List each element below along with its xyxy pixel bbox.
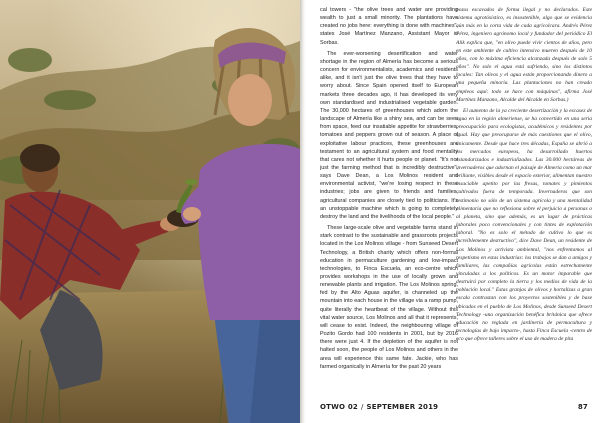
article-column-spanish (456, 6, 592, 398)
footer-separator: / (360, 403, 364, 411)
paragraph: cal towers - "the olive trees and water are providing wealth to just a small minority. The plantations have created no jobs here: everything is done with machines", states José Martínez Manzano, Assistant Mayor in Sorbas. (320, 7, 458, 46)
paragraph: These large-scale olive and vegetable farms stand in stark contrast to the sustainable and grassroots projects located in the Los Molinos village - from Sunseed Desert Technology, a British charity which offers non-formal education in permaculture gardening and low-impact technologies, to Finca Escuela, an eco-centre which provides workshops in the use of locally grown and renewable plants and irrigation. The Los Molinos spring, fed by the Alto Aguas aquifer, is channeled up the mountain into each house in the village via a ramp pump, quite literally the heartbeat of the village. Without this vital water source, Los Molinos and all that it represents, will cease to exist. Indeed, the neighbouring village of Pozito Gordo had 100 residents in 2001, but by 2016 there were just 4. If the depletion of the aquifer is not halted soon, the people of Los Molinos and others in the area will experience this same fate. Jackie, who has farmed organically in Almería for the past 20 years (320, 225, 458, 370)
right-page (306, 0, 600, 423)
paragraph: The ever-worsening desertification and water shortage in the region of Almería has become a serious concern for environmentalists, academics and residents alike, and it isn't just the olive trees that they have to worry about. Since Spain opened itself to European markets three decades ago, it has developed its very own standardised and industrialised vegetable garden. The 30,000 hectares of greenhouses which adorn the landscape of Almería like a shiny sea, and can be seen from space, feed our insatiable appetite for strawberries, tomatoes and peppers grown out of season. A place of exploitative labour practices, these greenhouses are testament to an agricultural system and food mentality that cares not whether it hurts people or planet. "It's not just the farming method that is incredibly destructive", says Dave Dean, a Los Molinos resident and environmental activist, "we're losing respect in these industries; jobs are given to friends and families, agricultural companies are closely tied to politicians. It's an unstoppable machine which is going to completely destroy the land and the livelihoods of the local people." (320, 50, 458, 220)
paragraph: pozos escavados de forma ilegal y no declarados. Este sistema agrotóxistico, es insostenible, algo que se evidencia aún más en la corta vida de cada agrícolcara. Andrés Pérez Pérez, ingeniero agrónomo local y fundador del periódico El Alik explica que, "en olivo puede vivir cientos de años, pero en este ambiente de cultivo intensivo mueren después de 10 años, con lo máxima eficiencia alcanzada después de solo 5 años". No solo el agua está sufriendo, sino los distintos locales: Tan olivos y el agua están proporcionando dinero a una pequeña minoría. Las plantaciones no han creado empleos aquí: todo se hace con máquinas", afirma José Martínez Manzano, Alcalde del Alcalde en Sorbas.) (456, 7, 592, 103)
issue-date: SEPTEMBER 2019 (366, 403, 439, 411)
page-footer (320, 400, 588, 414)
magazine-name: OTWO 02 (320, 403, 358, 411)
article-column-english (320, 6, 458, 398)
page-number: 87 (577, 403, 588, 411)
paragraph: El aumento de la ya creciente desertización y la escasez de agua en la región almeriense, se ha convertido en una seria preocupación para ecologistas, académicos y residentes por igual. Hay que preocuparse de más cuestiones que el olivo, únicamente. Desde que hace tres décadas, España se abrió a los mercados europeos, ha desarrollado huertos estandarizados e industrializados. Las 30.000 hectáreas de invernaderos que adornan el paisaje de Almería como un mar brillante, visibles desde el espacio exterior, alimentan nuestro insaciable apetito por las fresas, tomates y pimientos cultivados fuera de temporada. Invernaderos que son testimonio no sólo de un sistema agrícola y una mentalidad alimentaria que no reflexiona sobre el perjuicio a personas o al planeta, sino que además, es un lugar de prácticas laborales poco convencionales y con tintes de explotación laboral. "No es solo el método de cultivo lo que es increíblemente destructivo", dice Dave Dean, un residente de Los Molinos y activista ambiental, "nos enfrentamos al respetismo en estas industrias: los trabajos se dan a amigos y familiares, las compañías agrícolas están estrechamente vinculadas a los políticos. Es un motor imparable que destruirá por completo la tierra y los medios de vida de la población local." Estas granjas de olivos y hortalizas a gran escala contrastan con los proyectos sostenibles y de base ubicados en el pueblo de Los Molinos, desde Sunseed Desert Technology -una organización benéfica británica que ofrece educación no reglada en jardinería de permacultura y tecnologías de bajo impacto-, hasta Finca Escuela -centro de eco que ofrece talleres sobre el uso de madera de pita (456, 107, 592, 343)
issue-info (320, 403, 438, 411)
